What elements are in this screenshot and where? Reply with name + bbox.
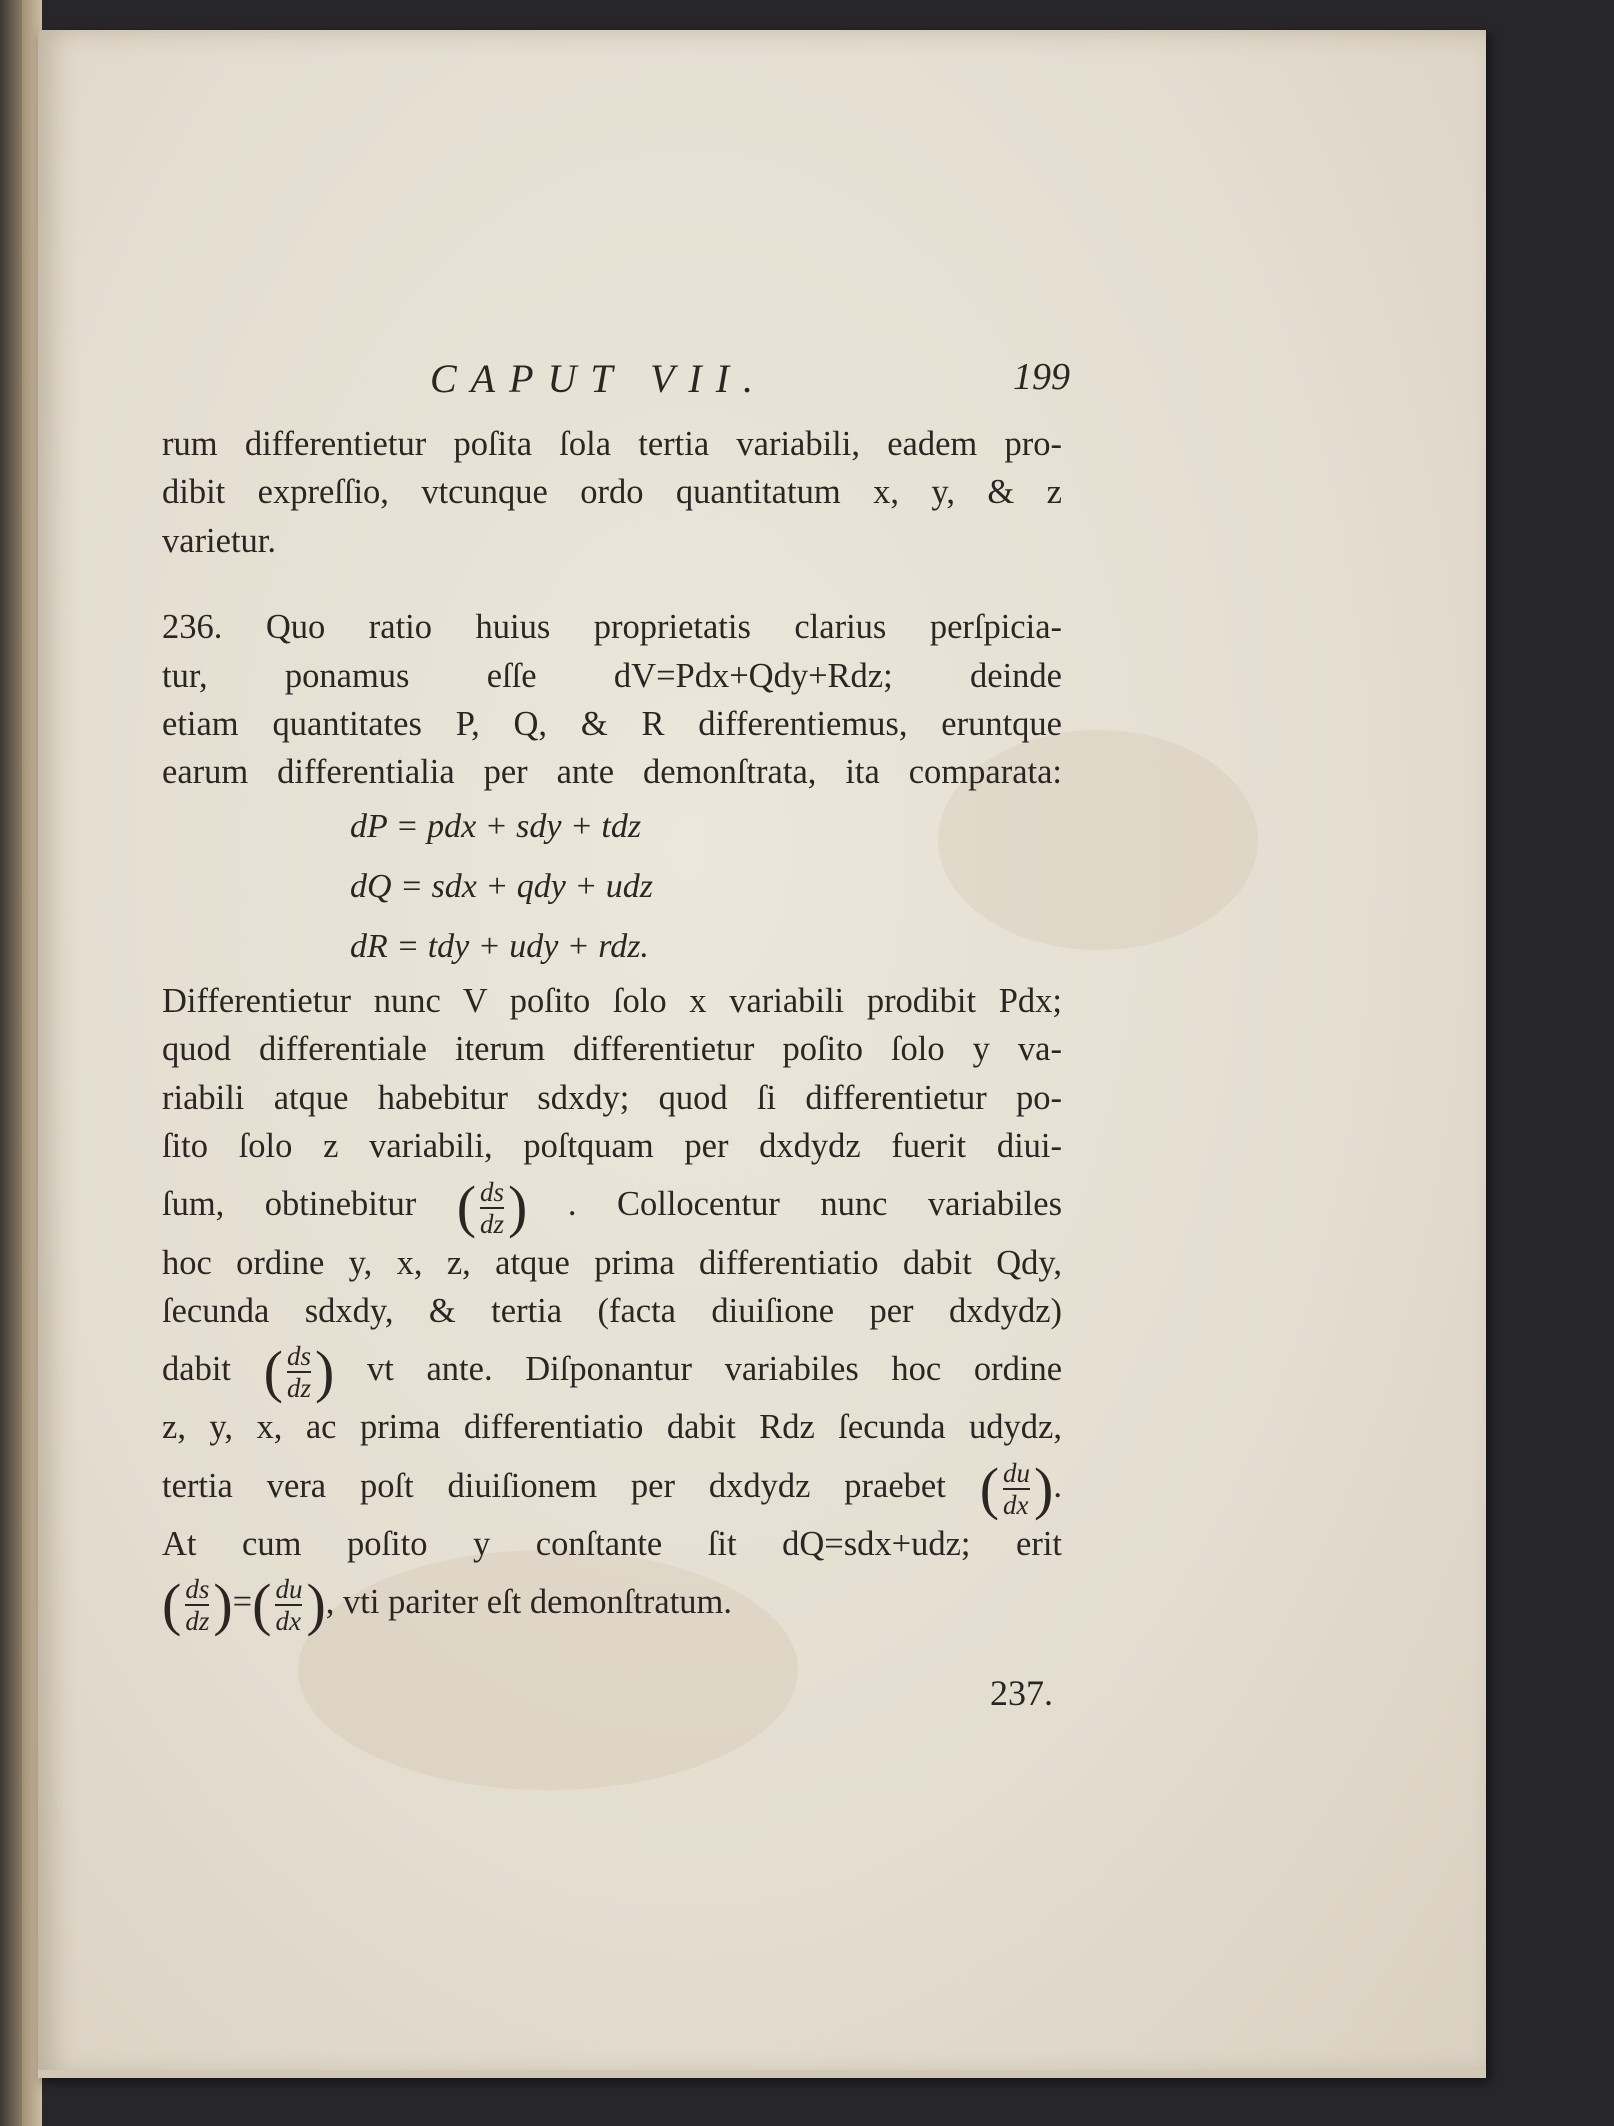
fraction-numerator: ds	[286, 1341, 311, 1372]
text-line-with-fraction	[162, 1568, 1062, 1636]
text-line: tur, ponamus eſſe dV=Pdx+Qdy+Rdz; deinde	[162, 656, 1062, 695]
text-line: etiam quantitates P, Q, & R differentiemus, eruntque	[162, 705, 1062, 744]
equation: dQ = sdx + qdy + udz	[350, 867, 654, 905]
fraction-numerator: ds	[480, 1176, 505, 1207]
text-line-with-fraction	[162, 1452, 1062, 1520]
equation: dR = tdy + udy + rdz.	[350, 927, 649, 965]
fraction	[275, 1574, 302, 1636]
fraction-denominator: dz	[185, 1606, 210, 1637]
equation-block	[162, 797, 1062, 977]
fraction-line-text: , vti pariter eſt demonſtratum.	[325, 1583, 733, 1622]
fraction-line-text: .	[1053, 1466, 1062, 1505]
text-line-with-fraction	[162, 1170, 1062, 1238]
right-paren: )	[1034, 1455, 1054, 1521]
text-line: rum differentietur poſita ſola tertia variabili, eadem pro-	[162, 425, 1062, 463]
book-edge	[0, 0, 22, 2126]
fraction-line-text: vt ante. Diſponantur variabiles hoc ordine	[367, 1350, 1063, 1389]
fraction	[1003, 1458, 1030, 1520]
page-body	[162, 420, 1062, 1636]
right-paren: )	[306, 1572, 326, 1638]
running-head	[430, 355, 1070, 405]
left-paren: (	[456, 1174, 477, 1240]
fraction	[185, 1574, 209, 1636]
fraction	[480, 1177, 504, 1239]
text-line: At cum poſito y conſtante ſit dQ=sdx+udz; erit	[162, 1524, 1062, 1563]
text-line: z, y, x, ac prima differentiatio dabit Rdz ſecunda udydz,	[162, 1408, 1062, 1447]
fraction-line-text: dabit	[162, 1350, 231, 1389]
fraction-line-text: tertia vera poſt diuiſionem per dxdydz praebet	[162, 1466, 946, 1505]
page-lower-edge	[38, 2070, 1486, 2078]
fraction-numerator: du	[275, 1574, 303, 1605]
right-paren: )	[508, 1174, 528, 1240]
catchword: 237.	[990, 1673, 1053, 1713]
text-line: earum differentialia per ante demonſtrata, ita comparata:	[162, 753, 1062, 792]
text-line: ſito ſolo z variabili, poſtquam per dxdydz fuerit diui-	[162, 1127, 1062, 1166]
fraction-line-text: ſum, obtinebitur	[162, 1185, 417, 1224]
text-line: varietur.	[162, 521, 276, 560]
fraction-denominator: dz	[480, 1208, 505, 1239]
left-paren: (	[252, 1572, 272, 1638]
right-paren: )	[213, 1572, 233, 1638]
fraction-line-text: . Collocentur nunc variabiles	[567, 1185, 1063, 1224]
text-line: riabili atque habebitur sdxdy; quod ſi differentietur po-	[162, 1078, 1062, 1117]
text-line: dibit expreſſio, vtcunque ordo quantitatum x, y, & z	[162, 473, 1062, 512]
paragraph-gap	[162, 565, 1062, 603]
fraction-numerator: du	[1003, 1457, 1031, 1488]
text-line-with-fraction	[162, 1335, 1062, 1403]
text-line: ſecunda sdxdy, & tertia (facta diuiſione per dxdydz)	[162, 1291, 1062, 1330]
fraction-denominator: dx	[1003, 1489, 1029, 1520]
equation: dP = pdx + sdy + tdz	[350, 807, 642, 845]
text-line: Differentietur nunc V poſito ſolo x variabili prodibit Pdx;	[162, 981, 1062, 1020]
fraction-denominator: dx	[275, 1606, 301, 1637]
left-paren: (	[263, 1339, 283, 1405]
text-line: hoc ordine y, x, z, atque prima differentiatio dabit Qdy,	[162, 1243, 1062, 1282]
fraction	[287, 1341, 311, 1403]
page-number: 199	[1013, 356, 1070, 398]
left-paren: (	[162, 1572, 182, 1638]
text-line: 236. Quo ratio huius proprietatis clarius perſpicia-	[162, 608, 1062, 647]
left-paren: (	[979, 1455, 1000, 1521]
right-paren: )	[315, 1339, 335, 1405]
fraction-numerator: ds	[185, 1574, 210, 1605]
fraction-denominator: dz	[286, 1373, 311, 1404]
equals-sign: =	[232, 1583, 253, 1622]
running-head-title: CAPUT VII.	[430, 356, 768, 401]
text-line: quod differentiale iterum differentietur poſito ſolo y va-	[162, 1030, 1062, 1069]
